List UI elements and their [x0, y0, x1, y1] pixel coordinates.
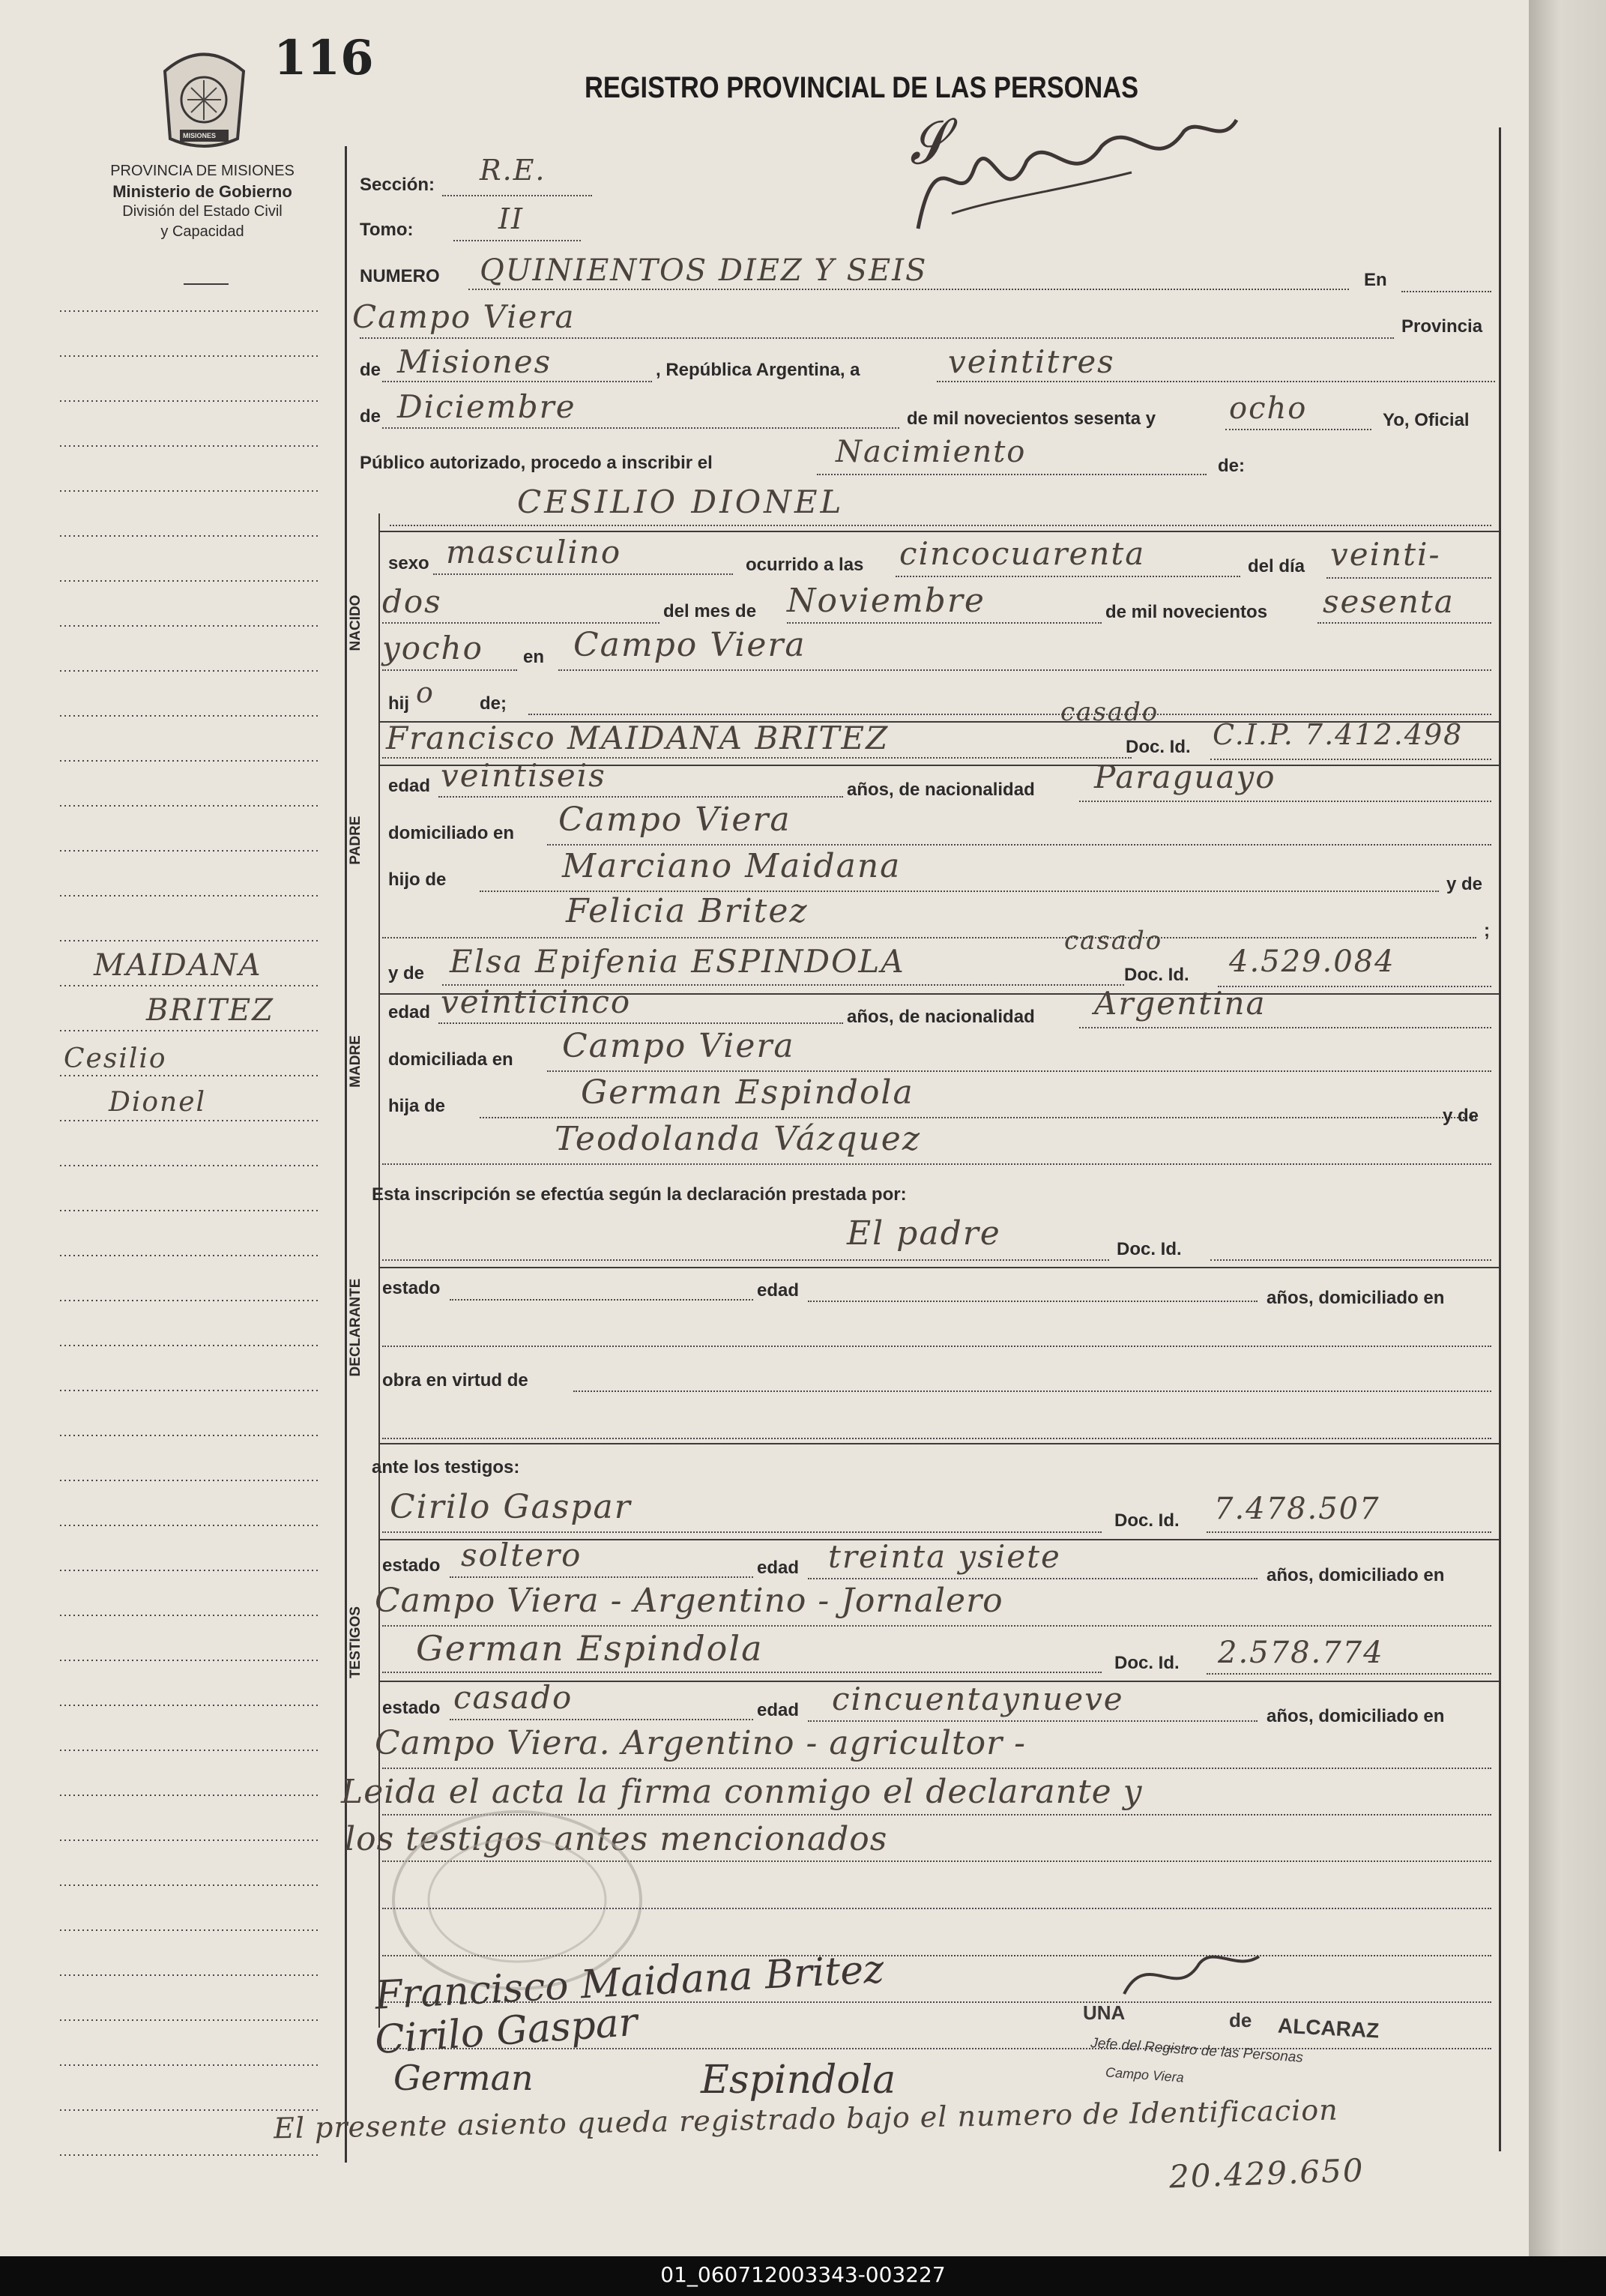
value-madre-domicilio: Campo Viera — [562, 1027, 795, 1065]
label-doc-id: Doc. Id. — [1117, 1239, 1182, 1259]
value-lugar-nac: Campo Viera — [573, 626, 806, 664]
field-line — [453, 240, 581, 241]
field-line — [1225, 429, 1371, 430]
label-estado: estado — [382, 1278, 441, 1298]
margin-note-name: Cesilio — [64, 1043, 167, 1074]
signature-padre: Francisco Maidana Britez — [373, 1947, 885, 2019]
value-anio: ocho — [1229, 391, 1308, 426]
label-en: En — [1364, 270, 1387, 290]
field-line — [382, 937, 1476, 938]
bottom-annotation: El presente asiento queda registrado bajo el numero de Identificacion — [273, 2093, 1338, 2145]
value-anio-nac: sesenta — [1323, 583, 1455, 620]
label-anios-nacionalidad: años, de nacionalidad — [847, 1007, 1035, 1027]
value-padre-nombre: Francisco MAIDANA BRITEZ — [386, 720, 890, 756]
section-rule — [378, 1443, 1499, 1444]
label-del-dia: del día — [1248, 556, 1305, 576]
field-line — [1207, 1673, 1491, 1675]
value-testigo2-nombre: German Espindola — [416, 1628, 764, 1669]
label-publico: Público autorizado, procedo a inscribir el — [360, 453, 713, 473]
field-line — [528, 714, 1491, 715]
field-line — [896, 576, 1240, 577]
label-republica: , República Argentina, a — [656, 360, 860, 380]
label-anios-domiciliado: años, domiciliado en — [1267, 1706, 1445, 1726]
value-testigo1-doc: 7.478.507 — [1214, 1492, 1380, 1526]
value-testigo1-nombre: Cirilo Gaspar — [390, 1488, 632, 1526]
label-yo-oficial: Yo, Oficial — [1383, 410, 1470, 430]
value-anio-nac-cont: yocho — [382, 630, 483, 666]
field-line — [468, 289, 1349, 290]
field-line — [382, 1625, 1491, 1627]
field-line — [1079, 1027, 1491, 1028]
value-dia-nac-cont: dos — [382, 583, 442, 620]
closing-text-line-1: Leida el acta la firma conmigo el declarante y — [341, 1773, 1143, 1811]
label-edad: edad — [757, 1558, 800, 1578]
label-hija-de: hija de — [388, 1096, 446, 1116]
value-dia-nac: veinti- — [1330, 536, 1441, 573]
label-edad: edad — [757, 1700, 800, 1720]
margin-note-name: Dionel — [109, 1087, 207, 1118]
field-line — [1317, 622, 1491, 624]
label-de-mil: de mil novecientos sesenta y — [907, 409, 1156, 429]
field-line — [808, 1578, 1258, 1579]
value-madre-estado: casado — [1064, 926, 1163, 956]
field-line — [808, 1301, 1258, 1302]
label-estado: estado — [382, 1698, 441, 1718]
value-seccion: R.E. — [480, 154, 546, 187]
label-seccion: Sección: — [360, 175, 435, 195]
signature-testigo2-surname: Espindola — [701, 2058, 896, 2103]
book-gutter — [1529, 0, 1606, 2256]
value-testigo2-doc: 2.578.774 — [1218, 1636, 1384, 1670]
field-line — [382, 1163, 1491, 1165]
label-edad: edad — [388, 1002, 431, 1022]
label-y-de: y de — [1446, 874, 1483, 894]
label-obra: obra en virtud de — [382, 1370, 528, 1390]
field-line — [1079, 801, 1491, 802]
section-label-testigos: TESTIGOS — [348, 1606, 363, 1679]
closing-text-line-2: los testigos antes mencionados — [345, 1820, 888, 1858]
field-line — [480, 1117, 1476, 1118]
page-title: REGISTRO PROVINCIAL DE LAS PERSONAS — [585, 71, 1139, 104]
field-line — [937, 381, 1495, 382]
value-numero: QUINIENTOS DIEZ Y SEIS — [480, 253, 928, 288]
field-line — [360, 337, 1394, 339]
page-number: 116 — [274, 30, 374, 86]
issuer-block — [60, 161, 345, 242]
issuer-line: y Capacidad — [160, 223, 244, 240]
field-line — [433, 573, 733, 575]
value-padre-estado: casado — [1060, 697, 1159, 727]
stamp-line: de — [1229, 2009, 1252, 2031]
label-doc-id: Doc. Id. — [1126, 737, 1191, 757]
value-abuelo-paterno: Marciano Maidana — [562, 847, 902, 885]
value-abuela-paterna: Felicia Britez — [566, 892, 809, 930]
label-doc-id: Doc. Id. — [1124, 965, 1189, 985]
field-line — [382, 381, 652, 382]
issuer-line: División del Estado Civil — [122, 203, 283, 220]
field-line — [450, 1299, 753, 1301]
label-semicolon: ; — [1484, 920, 1490, 941]
field-line — [1207, 1531, 1491, 1533]
section-label-padre: PADRE — [348, 816, 363, 865]
field-line — [382, 1672, 1102, 1673]
field-line — [442, 195, 592, 196]
value-testigo2-domicilio: Campo Viera. Argentino - agricultor - — [375, 1724, 1027, 1762]
section-rule — [378, 1267, 1499, 1268]
field-line — [382, 1955, 1491, 1956]
value-dia: veintitres — [948, 343, 1115, 380]
field-line — [1210, 1259, 1491, 1261]
frame-right-rule — [1499, 127, 1501, 2151]
label-anios-domiciliado: años, domiciliado en — [1267, 1288, 1445, 1308]
value-testigo2-edad: cincuentaynueve — [832, 1681, 1124, 1717]
field-line — [382, 1438, 1491, 1439]
official-signature-top: 𝓢 — [900, 109, 954, 178]
label-de-mil-nov: de mil novecientos — [1105, 602, 1268, 622]
value-testigo2-estado: casado — [453, 1679, 573, 1716]
label-edad: edad — [388, 776, 431, 796]
section-label-madre: MADRE — [348, 1035, 363, 1088]
field-line — [1326, 577, 1491, 579]
value-madre-nacionalidad: Argentina — [1094, 985, 1267, 1022]
label-de-colon: de: — [1218, 456, 1245, 476]
label-provincia: Provincia — [1401, 316, 1483, 337]
seal-text: MISIONES — [183, 132, 217, 139]
value-hora: cincocuarenta — [899, 535, 1146, 572]
stamp-line: Jefe del Registro de las Personas — [1090, 2035, 1304, 2066]
label-de: de — [360, 406, 381, 427]
value-padre-edad: veintiseis — [441, 757, 606, 794]
field-line — [382, 1908, 1491, 1909]
value-testigo1-edad: treinta ysiete — [828, 1538, 1061, 1575]
label-estado: estado — [382, 1555, 441, 1576]
label-declaracion: Esta inscripción se efectúa según la declaración prestada por: — [372, 1184, 907, 1205]
label-y-de-madre: y de — [388, 963, 425, 983]
label-ocurrido: ocurrido a las — [746, 555, 864, 575]
field-line — [382, 427, 899, 429]
label-domiciliado-en: domiciliado en — [388, 823, 515, 843]
official-flourish — [907, 101, 1244, 251]
official-signature-flourish — [1117, 1941, 1267, 2009]
field-line — [382, 622, 659, 624]
value-declarante: El padre — [847, 1214, 1001, 1253]
value-acto: Nacimiento — [836, 435, 1027, 469]
label-doc-id: Doc. Id. — [1114, 1653, 1180, 1673]
label-del-mes: del mes de — [663, 601, 757, 621]
field-line — [382, 669, 517, 671]
image-caption: 01_060712003343-003227 — [660, 2262, 946, 2287]
value-nombre: CESILIO DIONEL — [517, 483, 845, 520]
issuer-line: PROVINCIA DE MISIONES — [110, 163, 295, 179]
value-sexo: masculino — [446, 534, 622, 570]
value-padre-nacionalidad: Paraguayo — [1094, 759, 1276, 795]
identification-number: 20.429.650 — [1168, 2151, 1365, 2196]
label-sexo: sexo — [388, 553, 429, 573]
stamp-line: UNA — [1083, 2001, 1126, 2024]
field-line — [787, 622, 1102, 624]
value-madre-edad: veinticinco — [441, 983, 632, 1020]
value-padre-doc: C.I.P. 7.412.498 — [1213, 718, 1464, 751]
value-hijo-suffix: o — [416, 676, 435, 709]
label-hijo: hij — [388, 693, 409, 714]
label-edad: edad — [757, 1280, 800, 1301]
label-doc-id: Doc. Id. — [1114, 1510, 1180, 1531]
frame-left-rule — [345, 146, 347, 2163]
divider — [184, 283, 229, 285]
value-abuela-materna: Teodolanda Vázquez — [555, 1120, 922, 1158]
margin-note-surname: MAIDANA — [94, 948, 262, 983]
value-abuelo-materno: German Espindola — [581, 1073, 914, 1112]
label-anios-nacionalidad: años, de nacionalidad — [847, 780, 1035, 800]
value-madre-doc: 4.529.084 — [1229, 944, 1395, 979]
field-line — [450, 1719, 753, 1720]
label-de-semicolon: de; — [480, 693, 507, 714]
section-label-nacido: NACIDO — [348, 594, 363, 651]
margin-note-surname: BRITEZ — [146, 993, 274, 1028]
value-provincia: Misiones — [397, 343, 552, 380]
stamp-line: ALCARAZ — [1277, 2013, 1380, 2043]
section-rule — [378, 531, 1499, 532]
field-line — [382, 1259, 1109, 1261]
field-line — [382, 1768, 1491, 1769]
issuer-line: Ministerio de Gobierno — [112, 182, 292, 201]
label-de: de — [360, 360, 381, 380]
section-label-declarante: DECLARANTE — [348, 1278, 363, 1377]
field-line — [547, 1070, 1491, 1072]
label-ante-testigos: ante los testigos: — [372, 1457, 520, 1477]
field-line — [808, 1720, 1258, 1722]
field-line — [547, 844, 1491, 846]
signature-testigo2-name: German — [393, 2058, 534, 2098]
value-mes-nac: Noviembre — [787, 582, 985, 620]
field-line — [382, 1346, 1491, 1347]
value-padre-domicilio: Campo Viera — [558, 801, 791, 839]
field-line — [390, 525, 1491, 526]
label-hijo-de: hijo de — [388, 870, 447, 890]
label-y-de: y de — [1443, 1106, 1479, 1126]
field-line — [438, 796, 843, 798]
field-line — [573, 1390, 1491, 1392]
value-madre-nombre: Elsa Epifenia ESPINDOLA — [450, 943, 905, 980]
signature-testigo1: Cirilo Gaspar — [373, 1999, 639, 2064]
margin-ruled-lines — [60, 292, 330, 2181]
field-line — [382, 1531, 1102, 1533]
label-domiciliada-en: domiciliada en — [388, 1049, 513, 1070]
field-line — [558, 669, 1491, 671]
label-numero: NUMERO — [360, 266, 440, 286]
label-anios-domiciliado: años, domiciliado en — [1267, 1565, 1445, 1585]
value-lugar: Campo Viera — [352, 298, 576, 335]
field-line — [450, 1576, 753, 1578]
stamp-line: Campo Viera — [1105, 2064, 1185, 2085]
field-line — [1401, 291, 1491, 292]
value-testigo1-domicilio: Campo Viera - Argentino - Jornalero — [375, 1582, 1003, 1620]
field-line — [438, 1022, 843, 1024]
value-testigo1-estado: soltero — [461, 1537, 582, 1573]
label-en: en — [523, 647, 545, 667]
value-mes: Diciembre — [397, 388, 576, 425]
field-line — [817, 474, 1207, 475]
label-tomo: Tomo: — [360, 220, 414, 240]
value-tomo: II — [498, 202, 525, 235]
